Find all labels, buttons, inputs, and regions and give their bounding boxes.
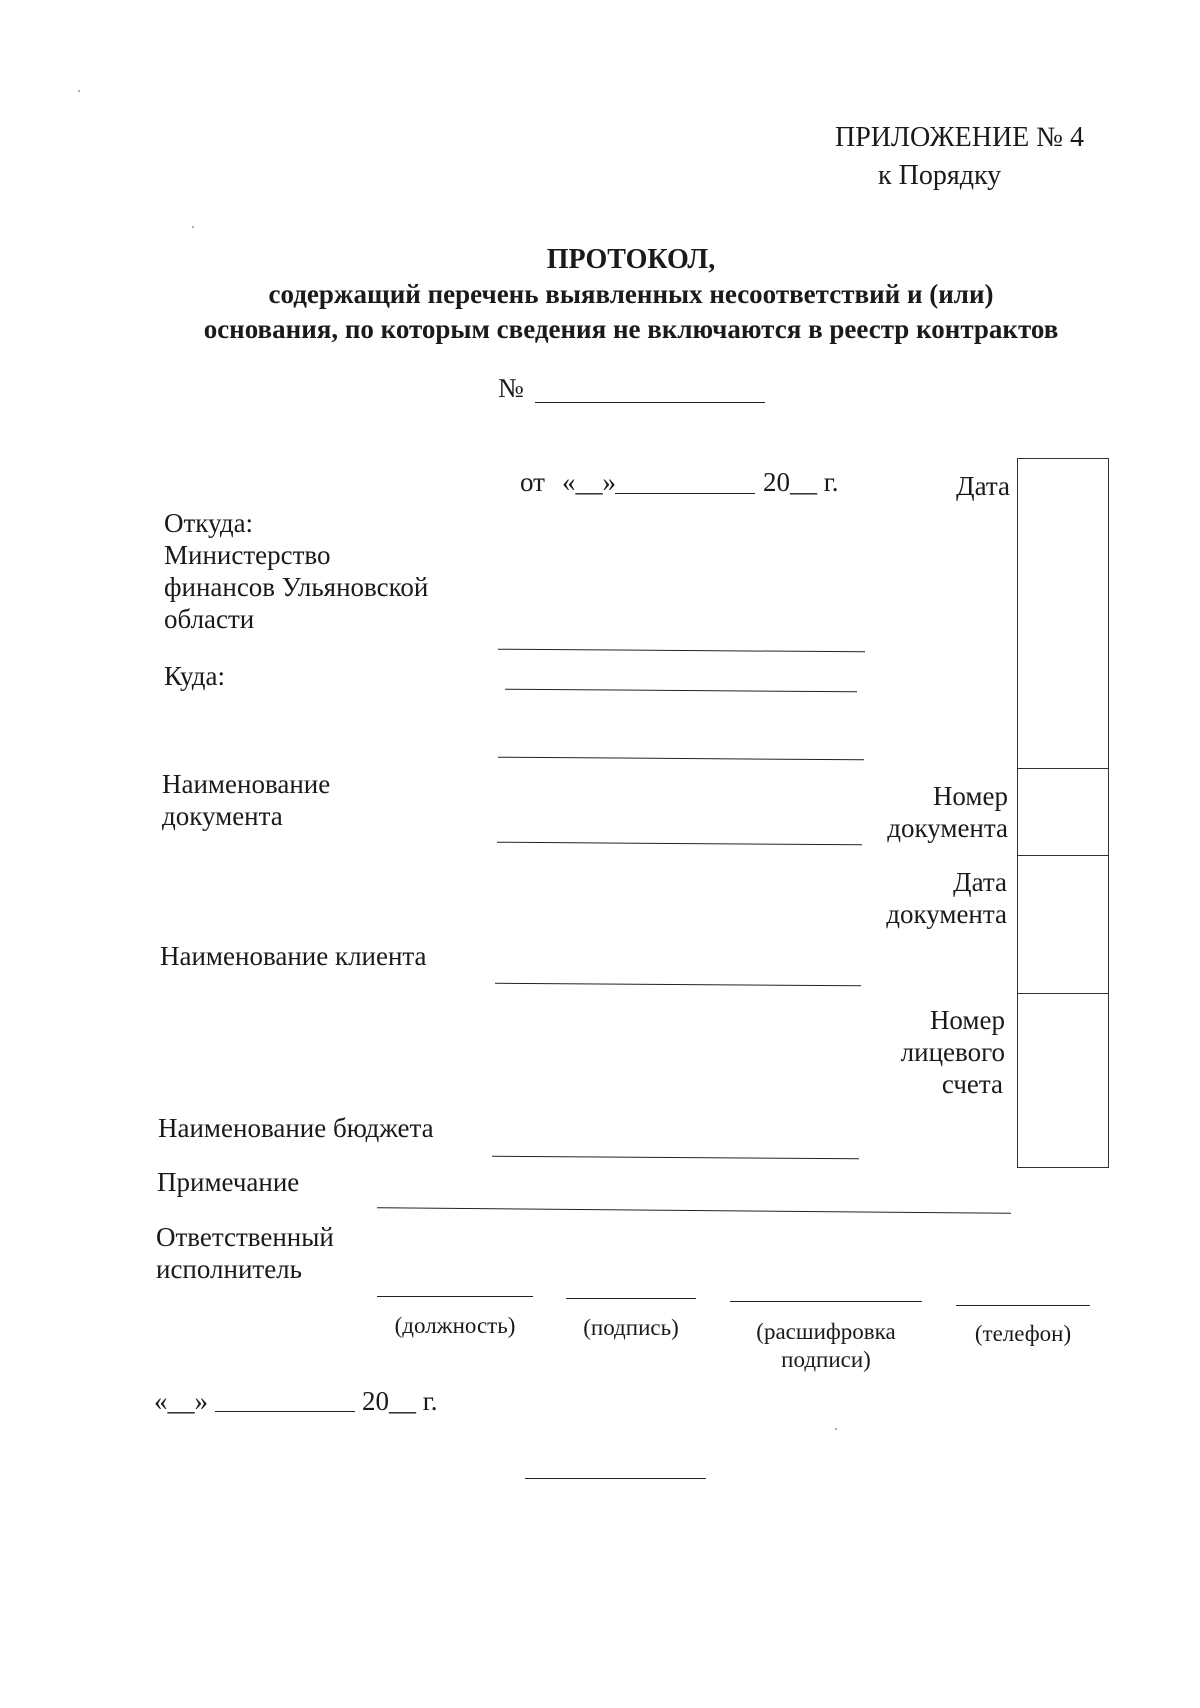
doc-date-label-line1: Дата bbox=[953, 867, 1007, 897]
box-divider-2 bbox=[1017, 855, 1109, 856]
document-subtitle-line2: основания, по которым сведения не включаются в реестр контрактов bbox=[203, 314, 1059, 344]
account-label-line1: Номер bbox=[929, 1005, 1005, 1035]
decryption-caption-line1: (расшифровка bbox=[756, 1319, 896, 1344]
from-org-line2: финансов Ульяновской bbox=[164, 572, 429, 602]
date-from-label: от bbox=[520, 467, 545, 497]
decryption-field-line[interactable] bbox=[730, 1301, 922, 1302]
box-divider-1 bbox=[1017, 768, 1109, 769]
from-org-line1: Министерство bbox=[164, 540, 331, 570]
document-title: ПРОТОКОЛ, bbox=[546, 244, 716, 275]
responsible-label-line1: Ответственный bbox=[156, 1222, 334, 1252]
from-label: Откуда: bbox=[164, 508, 254, 538]
decryption-caption-line2: подписи) bbox=[781, 1347, 871, 1372]
note-field-line[interactable] bbox=[377, 1207, 1011, 1214]
budget-name-field-line[interactable] bbox=[492, 1156, 859, 1160]
account-label-line3: счета bbox=[941, 1069, 1003, 1099]
date-month-field-line[interactable] bbox=[615, 493, 755, 494]
from-field-line[interactable] bbox=[498, 649, 865, 653]
position-field-line[interactable] bbox=[377, 1296, 533, 1297]
client-name-field-line[interactable] bbox=[495, 983, 861, 987]
date-code-label: Дата bbox=[956, 471, 1010, 501]
requisites-box bbox=[1017, 458, 1109, 1168]
number-field-line[interactable] bbox=[535, 402, 765, 403]
bottom-date-year-label: 20__ г. bbox=[362, 1386, 438, 1416]
client-name-label: Наименование клиента bbox=[160, 941, 427, 971]
to-label: Куда: bbox=[164, 661, 226, 691]
bottom-date-day-field: «__» bbox=[154, 1386, 208, 1416]
to-field-line-1[interactable] bbox=[505, 689, 857, 692]
doc-name-label-line2: документа bbox=[162, 801, 283, 831]
account-label-line2: лицевого bbox=[900, 1037, 1005, 1067]
box-divider-3 bbox=[1017, 993, 1109, 994]
doc-number-label-line1: Номер bbox=[932, 781, 1008, 811]
to-order-label: к Порядку bbox=[878, 160, 1002, 191]
doc-name-field-line[interactable] bbox=[497, 842, 862, 846]
doc-name-label-line1: Наименование bbox=[162, 769, 331, 799]
bottom-date-month-field-line[interactable] bbox=[215, 1411, 355, 1412]
phone-caption: (телефон) bbox=[974, 1321, 1072, 1346]
date-day-field: «__» bbox=[562, 467, 616, 497]
responsible-label-line2: исполнитель bbox=[156, 1254, 302, 1284]
doc-number-label-line2: документа bbox=[887, 813, 1008, 843]
phone-field-line[interactable] bbox=[956, 1305, 1090, 1306]
to-field-line-2[interactable] bbox=[498, 757, 864, 761]
position-caption: (должность) bbox=[394, 1313, 516, 1338]
scan-speck bbox=[835, 1428, 837, 1430]
signature-caption: (подпись) bbox=[583, 1315, 679, 1340]
number-sign: № bbox=[498, 373, 524, 403]
scan-speck bbox=[192, 226, 194, 228]
doc-date-label-line2: документа bbox=[886, 899, 1007, 929]
signature-field-line[interactable] bbox=[566, 1298, 696, 1299]
note-label: Примечание bbox=[157, 1167, 300, 1197]
scan-speck bbox=[78, 90, 80, 92]
closing-separator bbox=[525, 1478, 706, 1479]
date-year-label: 20__ г. bbox=[763, 467, 839, 497]
document-subtitle-line1: содержащий перечень выявленных несоответствий и (или) bbox=[268, 279, 994, 309]
budget-name-label: Наименование бюджета bbox=[158, 1113, 434, 1143]
appendix-label: ПРИЛОЖЕНИЕ № 4 bbox=[835, 122, 1084, 153]
from-org-line3: области bbox=[164, 604, 255, 634]
